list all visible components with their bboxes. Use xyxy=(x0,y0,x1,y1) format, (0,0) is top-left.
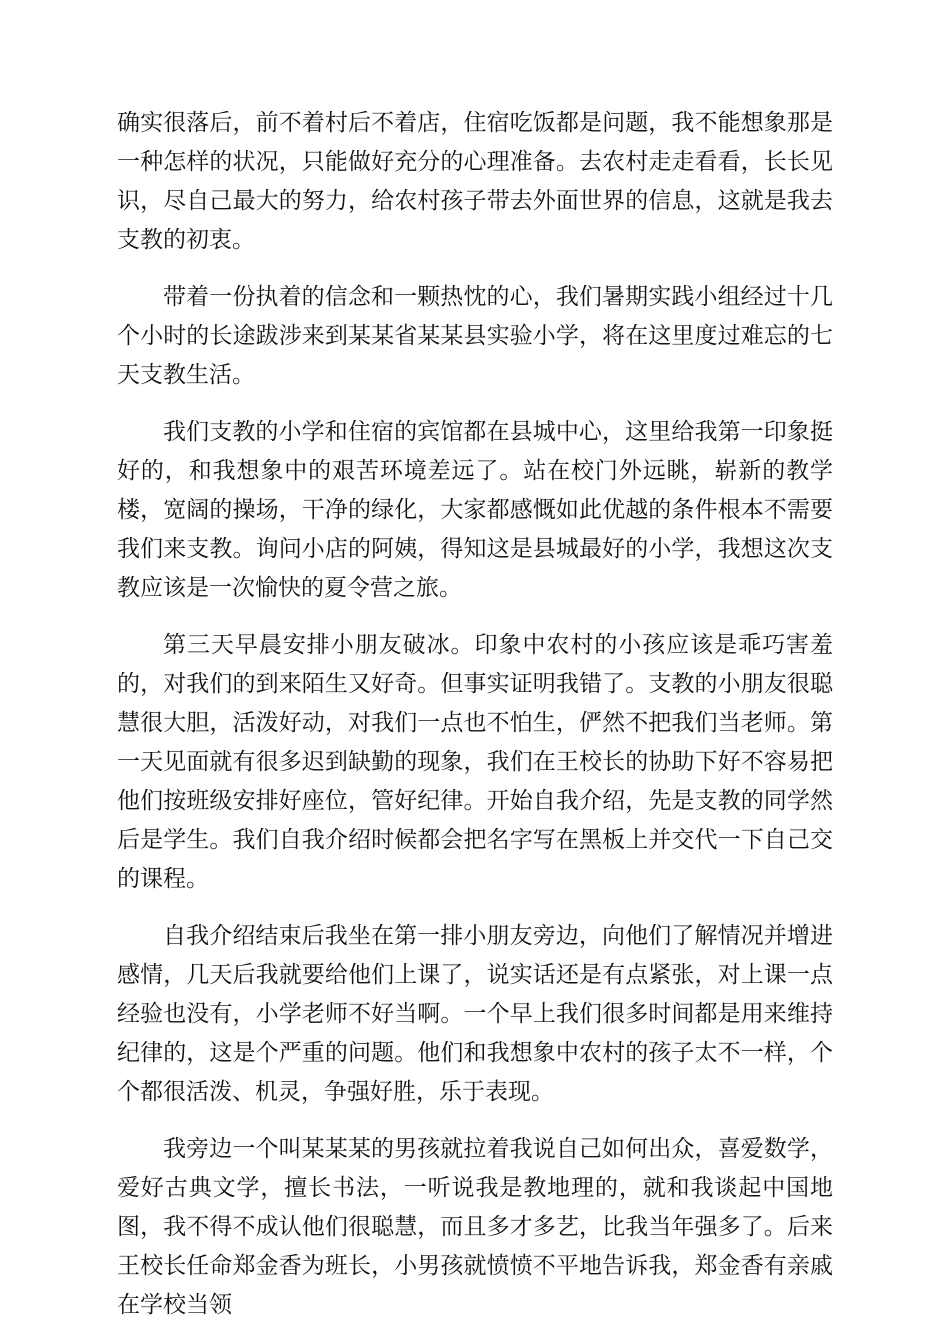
paragraph-3: 我们支教的小学和住宿的宾馆都在县城中心，这里给我第一印象挺好的，和我想象中的艰苦环境差远了。站在校门外远眺，崭新的教学楼，宽阔的操场，干净的绿化，大家都感慨如此优越的条件根本不需要我们来支教。询问小店的阿姨，得知这是县城最好的小学，我想这次支教应该是一次愉快的夏令营之旅。 xyxy=(117,419,833,601)
paragraph-6: 我旁边一个叫某某某的男孩就拉着我说自己如何出众，喜爱数学，爱好古典文学，擅长书法，一听说我是教地理的，就和我谈起中国地图，我不得不成认他们很聪慧，而且多才多艺，比我当年强多了。后来王校长任命郑金香为班长，小男孩就愤愤不平地告诉我，郑金香有亲戚在学校当领 xyxy=(117,1136,833,1318)
paragraph-4: 第三天早晨安排小朋友破冰。印象中农村的小孩应该是乖巧害羞的，对我们的到来陌生又好奇。但事实证明我错了。支教的小朋友很聪慧很大胆，活泼好动，对我们一点也不怕生，俨然不把我们当老师。第一天见面就有很多迟到缺勤的现象，我们在王校长的协助下好不容易把他们按班级安排好座位，管好纪律。开始自我介绍，先是支教的同学然后是学生。我们自我介绍时候都会把名字写在黑板上并交代一下自己交的课程。 xyxy=(117,632,833,892)
paragraph-2: 带着一份执着的信念和一颗热忱的心，我们暑期实践小组经过十几个小时的长途跋涉来到某某省某某县实验小学，将在这里度过难忘的七天支教生活。 xyxy=(117,284,833,388)
paragraph-5: 自我介绍结束后我坐在第一排小朋友旁边，向他们了解情况并增进感情，几天后我就要给他们上课了，说实话还是有点紧张，对上课一点经验也没有，小学老师不好当啊。一个早上我们很多时间都是用来维持纪律的，这是个严重的问题。他们和我想象中农村的孩子太不一样，个个都很活泼、机灵，争强好胜，乐于表现。 xyxy=(117,923,833,1105)
paragraph-1: 确实很落后，前不着村后不着店，住宿吃饭都是问题，我不能想象那是一种怎样的状况，只能做好充分的心理准备。去农村走走看看，长长见识，尽自己最大的努力，给农村孩子带去外面世界的信息，这就是我去支教的初衷。 xyxy=(117,110,833,253)
document-page xyxy=(117,104,833,1343)
